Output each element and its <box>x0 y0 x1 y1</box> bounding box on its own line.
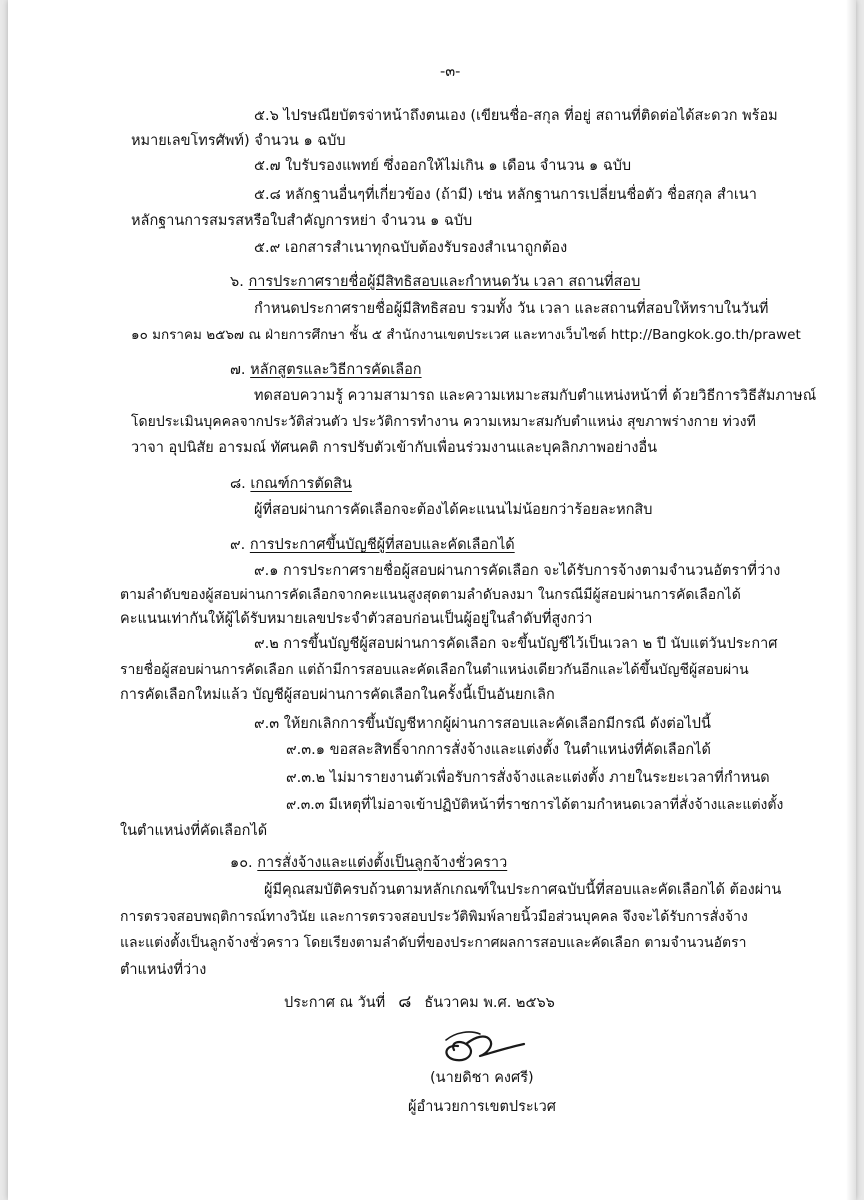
section-10-number: ๑๐. <box>230 855 253 871</box>
section-9-heading <box>230 535 515 555</box>
item-9-1-line-1: ๙.๑ การประกาศรายชื่อผู้สอบผ่านการคัดเลือก จะได้รับการจ้างตามจำนวนอัตราที่ว่าง <box>254 563 781 579</box>
item-9-2-line-2: รายชื่อผู้สอบผ่านการคัดเลือก แต่ถ้ามีการสอบและคัดเลือกในตำแหน่งเดียวกันอีกและได้ขึ้นบัญชีผู้สอบผ่าน <box>120 662 749 678</box>
section-8-title: เกณฑ์การตัดสิน <box>250 476 352 492</box>
signatory-name: (นายดิชา คงศรี) <box>430 1070 534 1086</box>
announcement-date <box>284 992 555 1013</box>
section-6-heading <box>230 272 640 292</box>
item-9-2-line-3: การคัดเลือกใหม่แล้ว บัญชีผู้สอบผ่านการคัดเลือกในครั้งนี้เป็นอันยกเลิก <box>120 687 555 703</box>
announcement-prefix: ประกาศ ณ วันที่ <box>284 995 386 1011</box>
announcement-month-year: ธันวาคม พ.ศ. ๒๕๖๖ <box>424 995 555 1011</box>
signature-image <box>436 1022 526 1066</box>
section-7-line-3: วาจา อุปนิสัย อารมณ์ ทัศนคติ การปรับตัวเข้ากับเพื่อนร่วมงานและบุคลิกภาพอย่างอื่น <box>131 440 658 456</box>
item-9-1-line-2: ตามลำดับของผู้สอบผ่านการคัดเลือกจากคะแนนสูงสุดตามลำดับลงมา ในกรณีมีผู้สอบผ่านการคัดเลือกได้ <box>120 587 741 603</box>
item-9-3-3-line-1: ๙.๓.๓ มีเหตุที่ไม่อาจเข้าปฏิบัติหน้าที่ราชการได้ตามกำหนดเวลาที่สั่งจ้างและแต่งตั้ง <box>286 797 784 813</box>
section-7-heading <box>230 360 422 380</box>
item-9-3-3-line-2: ในตำแหน่งที่คัดเลือกได้ <box>120 823 268 839</box>
announcement-day: ๘ <box>398 992 412 1012</box>
item-9-1-line-3: คะแนนเท่ากันให้ผู้ได้รับหมายเลขประจำตัวสอบก่อนเป็นผู้อยู่ในลำดับที่สูงกว่า <box>120 611 593 627</box>
section-9-title: การประกาศขึ้นบัญชีผู้ที่สอบและคัดเลือกได้ <box>249 537 515 553</box>
item-5-8-line-1: ๕.๘ หลักฐานอื่นๆที่เกี่ยวข้อง (ถ้ามี) เช่น หลักฐานการเปลี่ยนชื่อตัว ชื่อสกุล สำเนา <box>254 187 757 203</box>
section-6-line-2: ๑๐ มกราคม ๒๕๖๗ ณ ฝ่ายการศึกษา ชั้น ๕ สำนักงานเขตประเวศ และทางเว็บไซต์ http://Bangkok.go.th/prawet <box>131 327 801 343</box>
item-9-2-line-1: ๙.๒ การขึ้นบัญชีผู้สอบผ่านการคัดเลือก จะขึ้นบัญชีไว้เป็นเวลา ๒ ปี นับแต่วันประกาศ <box>254 636 778 652</box>
section-6-number: ๖. <box>230 274 244 290</box>
item-9-3-2: ๙.๓.๒ ไม่มารายงานตัวเพื่อรับการสั่งจ้างและแต่งตั้ง ภายในระยะเวลาที่กำหนด <box>286 770 770 786</box>
section-7-title: หลักสูตรและวิธีการคัดเลือก <box>250 362 422 378</box>
item-9-3-1: ๙.๓.๑ ขอสละสิทธิ์จากการสั่งจ้างและแต่งตั้ง ในตำแหน่งที่คัดเลือกได้ <box>286 742 711 758</box>
section-7-line-2: โดยประเมินบุคคลจากประวัติส่วนตัว ประวัติการทำงาน ความเหมาะสมกับตำแหน่ง สุขภาพร่างกาย ท่วงที <box>131 414 756 430</box>
section-10-title: การสั่งจ้างและแต่งตั้งเป็นลูกจ้างชั่วคราว <box>257 855 508 871</box>
section-10-line-3: และแต่งตั้งเป็นลูกจ้างชั่วคราว โดยเรียงตามลำดับที่ของประกาศผลการสอบและคัดเลือก ตามจำนวนอัตรา <box>120 935 747 951</box>
section-8-line-1: ผู้ที่สอบผ่านการคัดเลือกจะต้องได้คะแนนไม่น้อยกว่าร้อยละหกสิบ <box>254 502 653 518</box>
item-9-3: ๙.๓ ให้ยกเลิกการขึ้นบัญชีหากผู้ผ่านการสอบและคัดเลือกมีกรณี ดังต่อไปนี้ <box>254 716 711 732</box>
page-number: -๓- <box>440 64 461 80</box>
section-9-number: ๙. <box>230 537 246 553</box>
section-10-line-1: ผู้มีคุณสมบัติครบถ้วนตามหลักเกณฑ์ในประกาศฉบับนี้ที่สอบและคัดเลือกได้ ต้องผ่าน <box>264 882 782 898</box>
section-10-line-2: การตรวจสอบพฤติการณ์ทางวินัย และการตรวจสอบประวัติพิมพ์ลายนิ้วมือส่วนบุคคล จึงจะได้รับการสั่งจ้าง <box>120 909 748 925</box>
section-6-line-1: กำหนดประกาศรายชื่อผู้มีสิทธิสอบ รวมทั้ง วัน เวลา และสถานที่สอบให้ทราบในวันที่ <box>254 301 769 317</box>
section-10-heading <box>230 853 507 873</box>
item-5-7: ๕.๗ ใบรับรองแพทย์ ซึ่งออกให้ไม่เกิน ๑ เดือน จำนวน ๑ ฉบับ <box>254 158 632 174</box>
item-5-6-line-1: ๕.๖ ไปรษณียบัตรจ่าหน้าถึงตนเอง (เขียนชื่อ-สกุล ที่อยู่ สถานที่ติดต่อได้สะดวก พร้อม <box>254 108 778 124</box>
page-edge-shadow <box>846 0 856 1200</box>
document-page <box>8 0 856 1200</box>
item-5-8-line-2: หลักฐานการสมรสหรือใบสำคัญการหย่า จำนวน ๑ ฉบับ <box>131 213 473 229</box>
section-8-heading <box>230 474 352 494</box>
section-6-title: การประกาศรายชื่อผู้มีสิทธิสอบและกำหนดวัน เวลา สถานที่สอบ <box>248 274 641 290</box>
section-10-line-4: ตำแหน่งที่ว่าง <box>120 962 207 978</box>
item-5-9: ๕.๙ เอกสารสำเนาทุกฉบับต้องรับรองสำเนาถูกต้อง <box>254 240 568 256</box>
section-8-number: ๘. <box>230 476 246 492</box>
signatory-title: ผู้อำนวยการเขตประเวศ <box>408 1099 556 1115</box>
section-7-line-1: ทดสอบความรู้ ความสามารถ และความเหมาะสมกับตำแหน่งหน้าที่ ด้วยวิธีการวิธีสัมภาษณ์ <box>254 388 817 404</box>
item-5-6-line-2: หมายเลขโทรศัพท์) จำนวน ๑ ฉบับ <box>131 133 346 149</box>
section-7-number: ๗. <box>230 362 246 378</box>
